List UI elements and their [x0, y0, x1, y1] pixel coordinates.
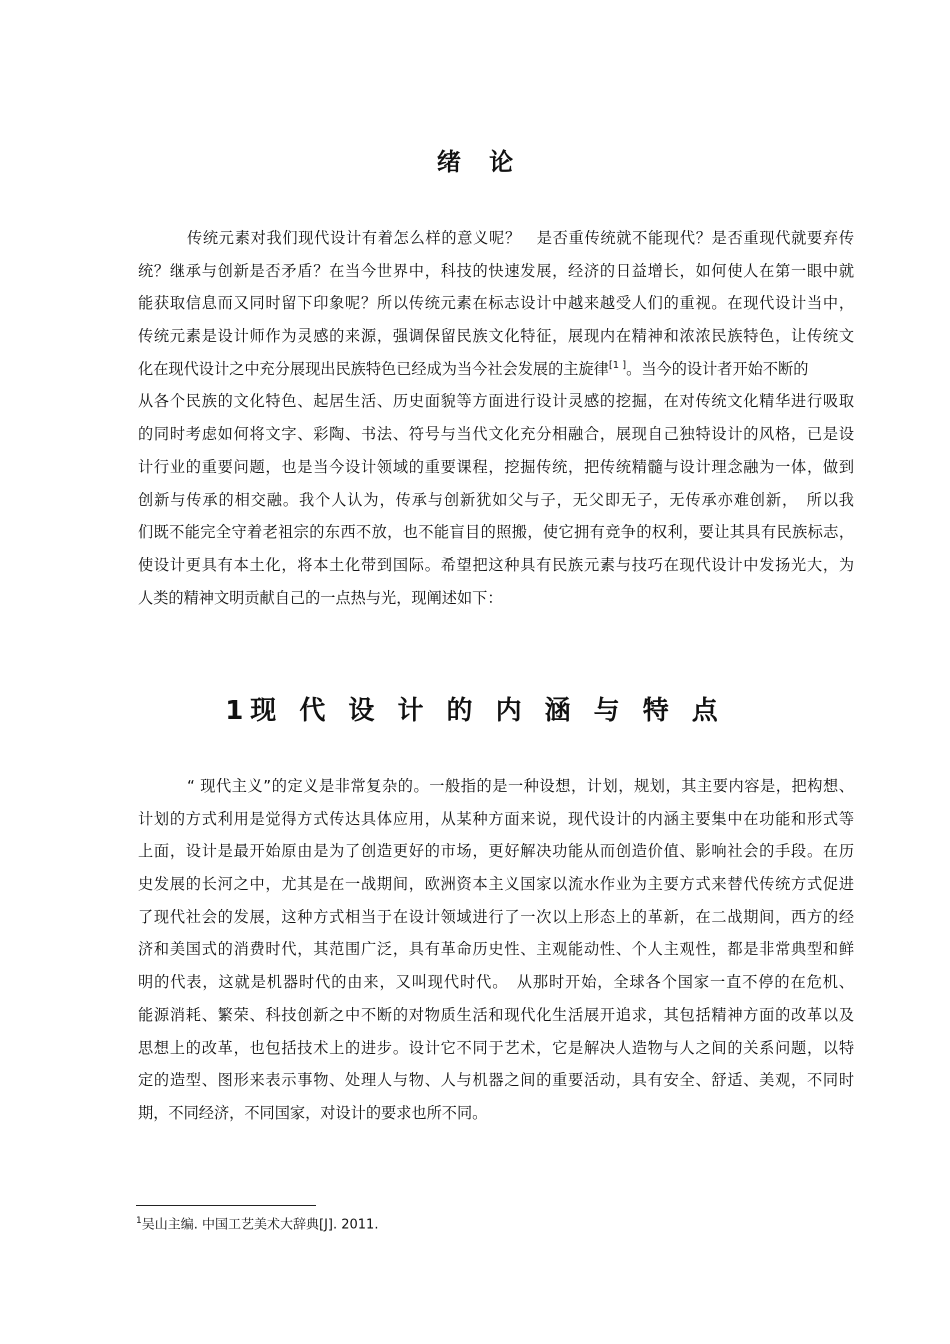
paragraph-line: 计行业的重要问题，也是当今设计领域的重要课程，挖掘传统，把传统精髓与设计理念融为一体，做到 — [138, 457, 854, 476]
paragraph-line — [138, 353, 854, 386]
paragraph-line: 使设计更具有本土化，将本土化带到国际。希望把这种具有民族元素与技巧在现代设计中发扬光大，为 — [138, 555, 854, 574]
paragraph-line: 了现代社会的发展，这种方式相当于在设计领域进行了一次以上形态上的革新，在二战期间，西方的经 — [138, 907, 854, 926]
paragraph-line: 能获取信息而又同时留下印象呢？所以传统元素在标志设计中越来越受人们的重视。在现代设计当中， — [138, 294, 854, 313]
paragraph-line: 济和美国式的消费时代，其范围广泛，具有革命历史性、主观能动性、个人主观性，都是非常典型和鲜 — [138, 940, 854, 959]
paragraph-line-text: 化在现代设计之中充分展现出民族特色已经成为当今社会发展的主旋律 — [138, 359, 609, 378]
intro-paragraph — [138, 222, 854, 614]
intro-heading: 绪 论 — [436, 148, 524, 176]
paragraph-line: 的同时考虑如何将文字、彩陶、书法、符号与当代文化充分相融合，展现自己独特设计的风格，已是设 — [138, 425, 854, 444]
paragraph-line: 计划的方式利用是觉得方式传达具体应用，从某种方面来说，现代设计的内涵主要集中在功能和形式等 — [138, 809, 854, 828]
paragraph-line: 们既不能完全守着老祖宗的东西不放，也不能盲目的照搬，使它拥有竞争的权利，要让其具有民族标志， — [138, 523, 854, 542]
paragraph-line: 定的造型、图形来表示事物、处理人与物、人与机器之间的重要活动，具有安全、舒适、美观，不同时 — [138, 1071, 854, 1090]
paragraph-line: 从各个民族的文化特色、起居生活、历史面貌等方面进行设计灵感的挖掘，在对传统文化精华进行吸取 — [138, 392, 854, 411]
paragraph-line: 上面，设计是最开始原由是为了创造更好的市场，更好解决功能从而创造价值、影响社会的手段。在历 — [138, 842, 854, 861]
footnote-text: 吴山主编. 中国工艺美术大辞典[J]. 2011. — [141, 1217, 379, 1233]
paragraph-line: 期，不同经济，不同国家，对设计的要求也所不同。 — [138, 1103, 488, 1122]
paragraph-line: 思想上的改革，也包括技术上的进步。设计它不同于艺术，它是解决人造物与人之间的关系问题，以特 — [138, 1038, 854, 1057]
paragraph-line: 明的代表，这就是机器时代的由来，又叫现代时代。 从那时开始，全球各个国家一直不停的在危机、 — [138, 973, 854, 992]
paragraph-line: “ 现代主义”的定义是非常复杂的。一般指的是一种设想，计划，规划，其主要内容是，把构想、 — [187, 777, 854, 795]
section-1-paragraph — [138, 770, 854, 1130]
paragraph-line: 传统元素是设计师作为灵感的来源，强调保留民族文化特征，展现内在精神和浓浓民族特色，让传统文 — [138, 327, 854, 346]
footnote-separator — [136, 1205, 316, 1206]
citation-marker: [1 ] — [608, 359, 627, 371]
footnote-marker: 1 — [136, 1216, 142, 1226]
paragraph-line: 能源消耗、繁荣、科技创新之中不断的对物质生活和现代化生活展开追求，其包括精神方面的改革以及 — [138, 1005, 854, 1024]
paragraph-line: 传统元素对我们现代设计有着怎么样的意义呢？ 是否重传统就不能现代？是否重现代就要弃传 — [187, 229, 854, 247]
paragraph-line: 统？继承与创新是否矛盾？在当今世界中，科技的快速发展，经济的日益增长，如何使人在第一眼中就 — [138, 261, 854, 280]
paragraph-line: 创新与传承的相交融。我个人认为，传承与创新犹如父与子，无父即无子，无传承亦难创新， 所以我 — [138, 490, 854, 509]
paragraph-line-tail: 。当今的设计者开始不断的 — [626, 359, 809, 378]
paragraph-line: 人类的精神文明贡献自己的一点热与光，现阐述如下： — [138, 588, 503, 607]
section-1-heading: 1现 代 设 计 的 内 涵 与 特 点 — [225, 696, 725, 726]
paragraph-line: 史发展的长河之中，尤其是在一战期间，欧洲资本主义国家以流水作业为主要方式来替代传统方式促进 — [138, 875, 854, 894]
footnote — [136, 1212, 378, 1234]
